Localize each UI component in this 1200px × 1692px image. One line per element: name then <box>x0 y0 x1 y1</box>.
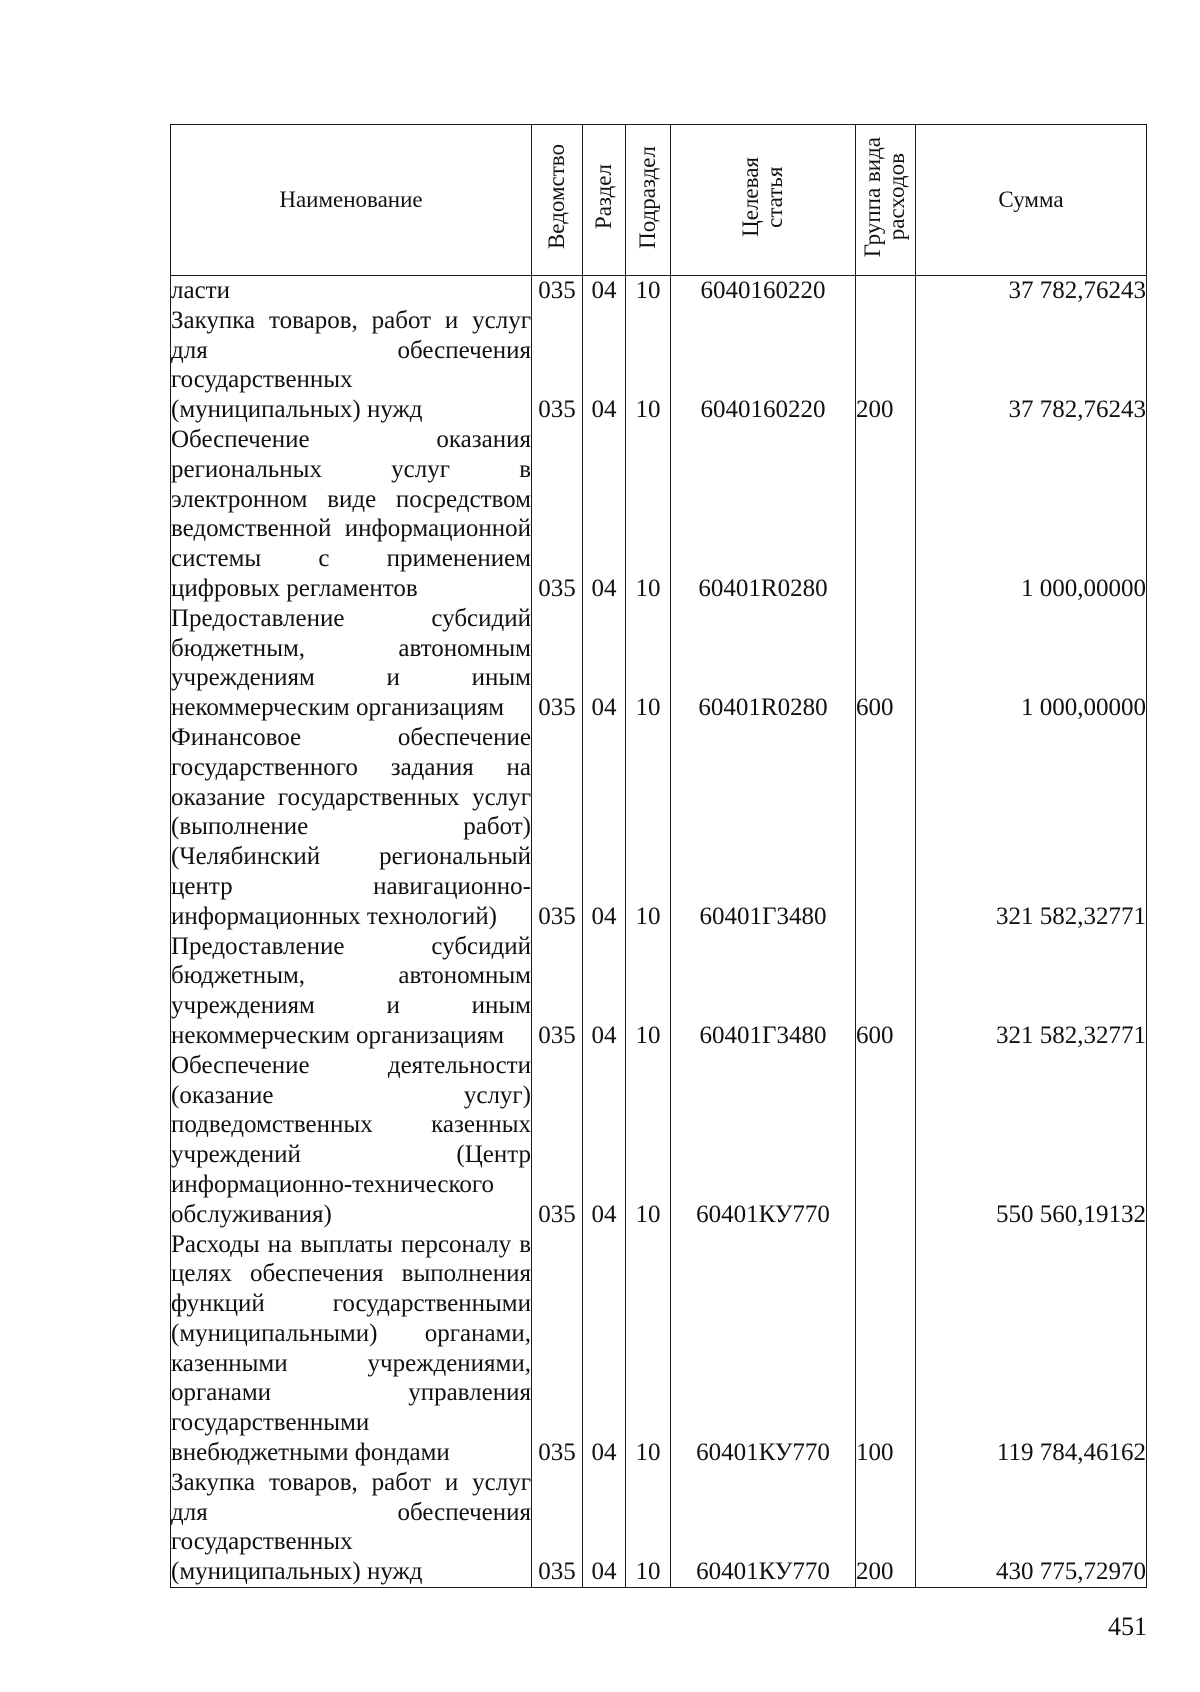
cell-section: 04 <box>583 1230 626 1468</box>
cell-section: 04 <box>583 723 626 932</box>
cell-sum: 1 000,00000 <box>916 425 1147 604</box>
cell-subsection: 10 <box>626 604 671 723</box>
cell-name: Закупка товаров, работ и услуг для обеспечения государственных (муниципальных) нужд <box>171 1468 532 1588</box>
cell-name: Обеспечение деятельности (оказание услуг) подведомственных казенных учреждений (Центр информационно-технического обслуживания) <box>171 1051 531 1228</box>
cell-subsection: 10 <box>626 1468 671 1588</box>
header-dept: Ведомство <box>532 125 583 276</box>
cell-dept: 035 <box>532 276 583 306</box>
cell-group <box>856 425 916 604</box>
table-row <box>171 604 1147 723</box>
cell-name: Закупка товаров, работ и услуг для обеспечения государственных (муниципальных) нужд <box>171 306 531 424</box>
cell-target: 60401КУ770 <box>671 1051 856 1230</box>
cell-name: Предоставление субсидий бюджетным, автономным учреждениям и иным некоммерческим организациям <box>171 604 531 722</box>
cell-dept: 035 <box>532 723 583 932</box>
cell-name: Обеспечение оказания региональных услуг в электронном виде посредством ведомственной информационной системы с применением цифровых регламентов <box>171 425 531 602</box>
cell-target: 60401КУ770 <box>671 1468 856 1588</box>
table-row <box>171 723 1147 932</box>
cell-section: 04 <box>583 1051 626 1230</box>
cell-subsection: 10 <box>626 723 671 932</box>
header-group: Группа вида расходов <box>856 125 916 276</box>
cell-section: 04 <box>583 425 626 604</box>
cell-target: 60401Г3480 <box>671 932 856 1051</box>
cell-target: 6040160220 <box>671 306 856 425</box>
cell-group: 200 <box>856 1468 916 1588</box>
cell-sum: 550 560,19132 <box>916 1051 1147 1230</box>
cell-sum: 37 782,76243 <box>916 306 1147 425</box>
cell-group: 100 <box>856 1230 916 1468</box>
cell-section: 04 <box>583 306 626 425</box>
cell-target: 60401R0280 <box>671 425 856 604</box>
cell-dept: 035 <box>532 425 583 604</box>
cell-section: 04 <box>583 604 626 723</box>
cell-section: 04 <box>583 932 626 1051</box>
table-row <box>171 276 1147 306</box>
cell-dept: 035 <box>532 1051 583 1230</box>
cell-target: 60401КУ770 <box>671 1230 856 1468</box>
header-section: Раздел <box>583 125 626 276</box>
cell-subsection: 10 <box>626 1230 671 1468</box>
cell-group <box>856 276 916 306</box>
table-row <box>171 306 1147 425</box>
header-name: Наименование <box>171 125 532 276</box>
cell-name: Предоставление субсидий бюджетным, автономным учреждениям и иным некоммерческим организациям <box>171 932 531 1049</box>
table-row <box>171 1230 1147 1468</box>
cell-subsection: 10 <box>626 276 671 306</box>
cell-subsection: 10 <box>626 306 671 425</box>
cell-subsection: 10 <box>626 425 671 604</box>
cell-target: 60401R0280 <box>671 604 856 723</box>
cell-section: 04 <box>583 1468 626 1588</box>
table-row <box>171 425 1147 604</box>
cell-group <box>856 1051 916 1230</box>
cell-group: 600 <box>856 932 916 1051</box>
cell-name: ласти <box>171 276 532 306</box>
page-number: 451 <box>1108 1612 1147 1641</box>
cell-group <box>856 723 916 932</box>
cell-target: 6040160220 <box>671 276 856 306</box>
cell-name: Расходы на выплаты персоналу в целях обеспечения выполнения функций государственными (муниципальными) органами, казенными учреждениями, органами управления государственными внебюджетными фондами <box>171 1230 531 1467</box>
table-row <box>171 1468 1147 1588</box>
cell-dept: 035 <box>532 1230 583 1468</box>
cell-dept: 035 <box>532 1468 583 1588</box>
cell-sum: 430 775,72970 <box>916 1468 1147 1588</box>
table-row <box>171 932 1147 1051</box>
table-row <box>171 1051 1147 1230</box>
header-subsection: Подраздел <box>626 125 671 276</box>
cell-dept: 035 <box>532 306 583 425</box>
budget-table <box>170 124 1147 1588</box>
cell-subsection: 10 <box>626 1051 671 1230</box>
cell-sum: 1 000,00000 <box>916 604 1147 723</box>
cell-sum: 321 582,32771 <box>916 723 1147 932</box>
cell-name: Финансовое обеспечение государственного задания на оказание государственных услуг (выполнение работ) (Челябинский региональный центр навигационно-информационных технологий) <box>171 723 531 930</box>
cell-sum: 37 782,76243 <box>916 276 1147 306</box>
cell-group: 200 <box>856 306 916 425</box>
cell-group: 600 <box>856 604 916 723</box>
header-sum: Сумма <box>916 125 1147 276</box>
cell-dept: 035 <box>532 932 583 1051</box>
cell-section: 04 <box>583 276 626 306</box>
cell-subsection: 10 <box>626 932 671 1051</box>
cell-dept: 035 <box>532 604 583 723</box>
cell-sum: 119 784,46162 <box>916 1230 1147 1468</box>
table-header-row <box>171 125 1147 276</box>
cell-sum: 321 582,32771 <box>916 932 1147 1051</box>
header-target: Целевая статья <box>671 125 856 276</box>
cell-target: 60401Г3480 <box>671 723 856 932</box>
